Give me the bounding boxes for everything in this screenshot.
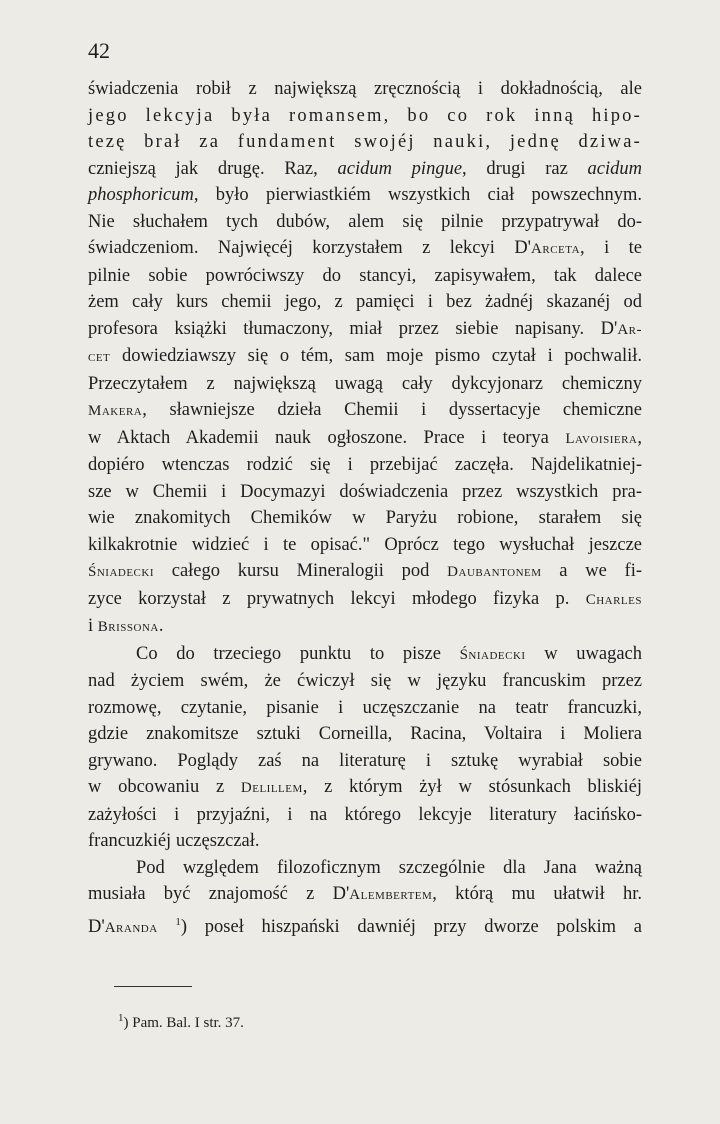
text-line: kilkakrotnie widzieć i te opisać." Oprócz tego wysłuchał jeszcze [88,534,642,555]
text-line: świadczenia robił z największą zręcznością i dokładnością, ale [88,79,642,99]
footnote-text: ) Pam. Bal. I str. 37. [123,1015,244,1031]
small-caps-name: Charles [585,591,642,608]
text-line: w Aktach Akademii nauk ogłoszone. Prace i teorya Lavoisiera, [88,427,642,448]
text-line: czniejszą jak drugę. Raz, acidum pingue, drugi raz acidum [88,158,642,179]
text-line: Nie słuchałem tych dubów, alem się pilnie przypatrywał do- [88,211,642,232]
italic-term: phosphoricum [88,185,194,205]
text-line: musiała być znajomość z D'Alembertem, którą mu ułatwił hr. [88,884,642,904]
small-caps-name: Alembertem [349,887,433,903]
italic-term: acidum pingue [337,158,463,179]
italic-term: acidum [587,158,642,179]
text-line: grywano. Poglądy zaś na literaturę i sztukę wyrabiał sobie [88,750,642,771]
text-line: i Brissona. [88,616,164,636]
small-caps-name: Śniadecki [459,646,526,663]
text-line: Pod względem filozoficznym szczególnie dla Jana ważną [136,857,642,878]
small-caps-name: Śniadecki [88,564,154,580]
text-line: phosphoricum, było pierwiastkiém wszystkich ciał powszechnym. [88,185,642,205]
spaced-emphasis: tezę brał za fundament swojéj nauki, jednę dziwa- [88,132,642,152]
text-line: francuzkiéj uczęszczał. [88,831,260,851]
text-line: Przeczytałem z największą uwagą cały dykcyjonarz chemiczny [88,373,642,394]
text-line: nad życiem swém, że ćwiczył się w języku francuskim przez [88,671,642,691]
text-line: sze w Chemii i Docymazyi doświadczenia przez wszystkich pra- [88,481,642,502]
text-line: w obcowaniu z Delillem, z którym żył w stósunkach bliskiéj [88,777,643,797]
spaced-emphasis: jego lekcyja była romansem, bo co rok inną hipo- [88,105,642,126]
text-line: zyce korzystał z prywatnych lekcyi młodego fizyka p. Charles [88,588,642,609]
small-caps-name: ceт [88,349,111,365]
footnote-ref: 1 [175,915,181,928]
text-line: żem cały kurs chemii jego, z pamięci i bez żadnéj skazanéj od [88,292,642,312]
footnote-marker: 1 [118,1012,124,1024]
text-line [88,129,642,156]
page-number: 42 [88,38,110,63]
text-line: wie znakomitych Chemików w Paryżu robione, starałem się [88,508,642,528]
text-line: zażyłości i przyjaźni, i na którego lekcyje literatury łacińsko- [88,804,642,825]
footnote-separator [114,986,192,987]
text-line: profesora książki tłumaczony, miał przez siebie napisany. D'Ar- [88,318,642,339]
text-line [88,103,642,130]
small-caps-name: Makera [88,403,143,419]
text-line: dopiéro wtenczas rodzić się i przebijać zaczęła. Najdelikatniej- [88,455,642,475]
text-line: Co do trzeciego punktu to pisze Śniadecki w uwagach [136,643,643,664]
small-caps-name: Delillem [240,780,303,796]
small-caps-name: Brissona [97,619,159,635]
small-caps-name: Aranda [104,919,158,936]
footnote [118,1012,244,1032]
text-line: D'Aranda $^1$) poseł hiszpański dawniéj przy dworze polskim a [88,915,642,937]
text-line: gdzie znakomitsze sztuki Corneilla, Racina, Voltaira i Moliera [88,724,642,744]
text-line: świadczeniom. Najwięcéj korzystałem z lekcyi D'Arceta, i te [88,238,642,258]
small-caps-name: Daubantonem [447,564,542,580]
text-line: Makera, sławniejsze dzieła Chemii i dyssertacyje chemiczne [88,400,642,420]
small-caps-name: Arceta [531,241,581,257]
body-text [88,76,642,941]
text-line: rozmowę, czytanie, pisanie i uczęszczanie na teatr francuzki, [88,697,642,718]
small-caps-name: Ar- [617,321,642,338]
text-line: pilnie sobie powróciwszy do stancyi, zapisywałem, tak dalece [88,265,642,286]
small-caps-name: Lavoisiera [565,430,638,447]
text-line: Śniadecki całego kursu Mineralogii pod Daubantonem a we fi- [88,561,642,581]
text-line: ceт dowiedziawszy się o tém, sam moje pismo czytał i pochwalił. [88,346,642,366]
